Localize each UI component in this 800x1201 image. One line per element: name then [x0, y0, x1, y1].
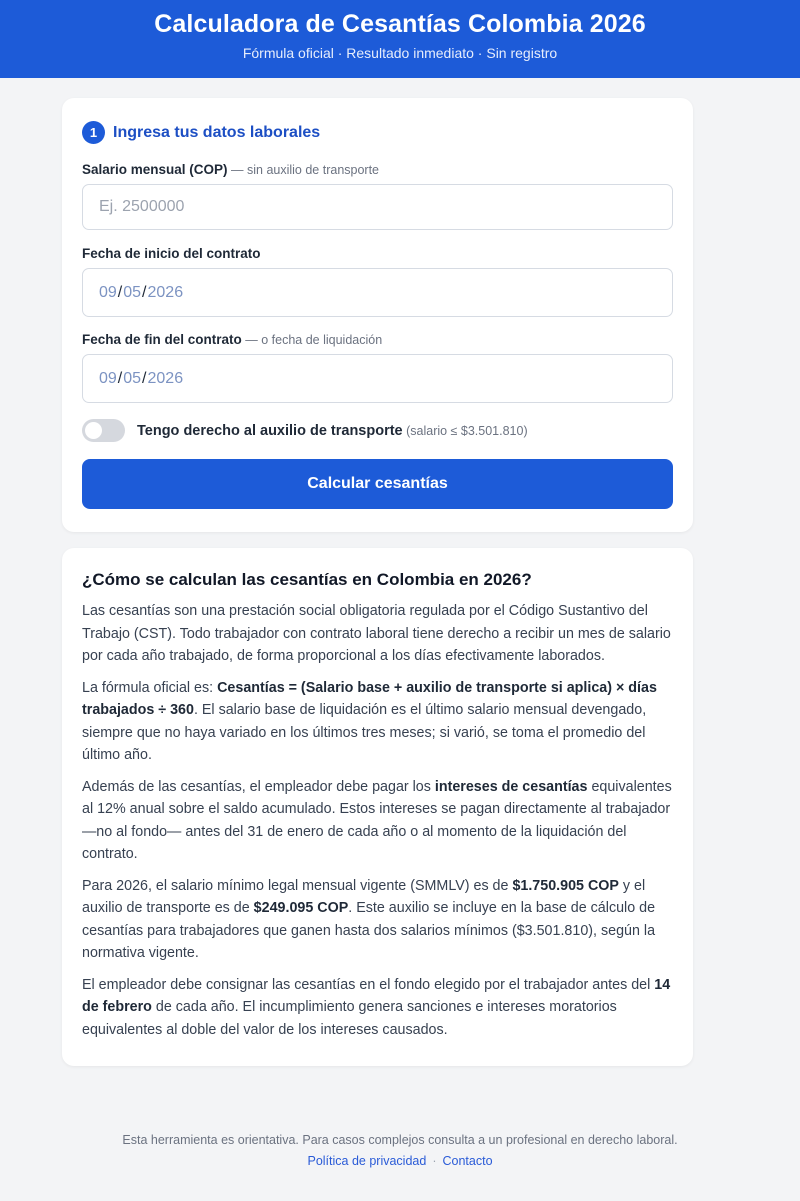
info-paragraph [82, 974, 674, 1042]
end-date-label-text: Fecha de fin del contrato [82, 332, 242, 347]
text-span: y el auxilio de transporte es de [82, 877, 646, 916]
contact-link[interactable]: Contacto [442, 1154, 493, 1168]
date-separator: / [117, 369, 123, 387]
end-date-label [82, 332, 382, 347]
start-date-month[interactable]: 05 [123, 283, 142, 301]
text-span: Además de las cesantías, el empleador debe pagar los [82, 778, 435, 795]
end-date-year[interactable]: 2026 [147, 369, 184, 387]
end-date-hint: — o fecha de liquidación [241, 333, 383, 347]
salary-label-text: Salario mensual (COP) [82, 162, 228, 177]
step-number-badge: 1 [82, 121, 105, 144]
start-date-label: Fecha de inicio del contrato [82, 246, 261, 261]
start-date-year[interactable]: 2026 [147, 283, 184, 301]
end-date-input[interactable] [82, 354, 673, 403]
date-separator: / [117, 283, 123, 301]
page-title: Calculadora de Cesantías Colombia 2026 [154, 10, 646, 38]
footer-separator: · [432, 1154, 437, 1168]
page-footer [0, 1133, 800, 1168]
privacy-policy-link[interactable]: Política de privacidad [307, 1154, 427, 1168]
info-paragraph: Las cesantías son una prestación social obligatoria regulada por el Código Sustantivo del Trabajo (CST). Todo trabajador con contrato laboral tiene derecho a recibir un mes de salario por cada año trabajado, de forma proporcional a los días efectivamente laborados. [82, 603, 671, 664]
salary-hint: — sin auxilio de transporte [227, 163, 380, 177]
end-date-day[interactable]: 09 [99, 369, 117, 387]
formula-text: Cesantías = (Salario base + auxilio de transporte si aplica) × días trabajados ÷ 360 [82, 679, 657, 718]
form-card [62, 98, 693, 532]
start-date-day[interactable]: 09 [99, 283, 117, 301]
footer-links [0, 1154, 800, 1168]
info-paragraph [82, 677, 674, 767]
text-span: . Este auxilio se incluye en la base de cálculo de cesantías para trabajadores que ganen hasta dos salarios mínimos ($3.501.810), según la normativa vigente. [82, 900, 656, 961]
salary-label [82, 162, 379, 177]
step-title: Ingresa tus datos laborales [113, 123, 321, 141]
info-card [62, 548, 693, 1066]
text-span: . El salario base de liquidación es el último salario mensual devengado, siempre que no haya variado en los últimos tres meses; si varió, se toma el promedio del último año. [82, 702, 647, 763]
text-span: Para 2026, el salario mínimo legal mensual vigente (SMMLV) es de [82, 877, 513, 894]
text-span: La fórmula oficial es: [82, 679, 218, 696]
info-paragraph [82, 776, 674, 866]
date-separator: / [142, 283, 147, 301]
text-span: equivalentes al 12% anual sobre el saldo acumulado. Estos intereses se pagan directamente al trabajador —no al fondo— antes del 31 de enero de cada año o al momento de la liquidación del contrato. [82, 778, 672, 862]
info-title: ¿Cómo se calculan las cesantías en Colombia en 2026? [82, 570, 532, 589]
text-span: El empleador debe consignar las cesantías en el fondo elegido por el trabajador antes del [82, 976, 655, 993]
start-date-input[interactable] [82, 268, 673, 317]
transport-toggle-label[interactable] [137, 423, 528, 439]
bold-text: 14 de febrero [82, 976, 671, 1015]
end-date-month[interactable]: 05 [123, 369, 142, 387]
bold-text: $249.095 COP [253, 900, 349, 916]
step-heading [82, 121, 320, 144]
toggle-knob [85, 422, 102, 439]
page-header [0, 0, 800, 78]
bold-text: $1.750.905 COP [512, 877, 619, 894]
salary-input[interactable] [82, 184, 673, 230]
text-span: de cada año. El incumplimiento genera sanciones e intereses moratorios equivalentes al doble del valor de los intereses causados. [82, 999, 617, 1038]
transport-toggle-row [82, 419, 528, 442]
transport-toggle-hint: (salario ≤ $3.501.810) [402, 423, 528, 438]
info-paragraph [82, 875, 674, 965]
transport-toggle[interactable] [82, 419, 125, 442]
date-separator: / [142, 369, 147, 387]
info-body [82, 600, 674, 1050]
bold-text: intereses de cesantías [434, 778, 588, 795]
page-subtitle: Fórmula oficial · Resultado inmediato · Sin registro [242, 45, 558, 61]
footer-disclaimer: Esta herramienta es orientativa. Para casos complejos consulta a un profesional en derecho laboral. [122, 1133, 678, 1147]
transport-toggle-text: Tengo derecho al auxilio de transporte [137, 422, 403, 439]
calculate-button[interactable]: Calcular cesantías [82, 459, 673, 509]
